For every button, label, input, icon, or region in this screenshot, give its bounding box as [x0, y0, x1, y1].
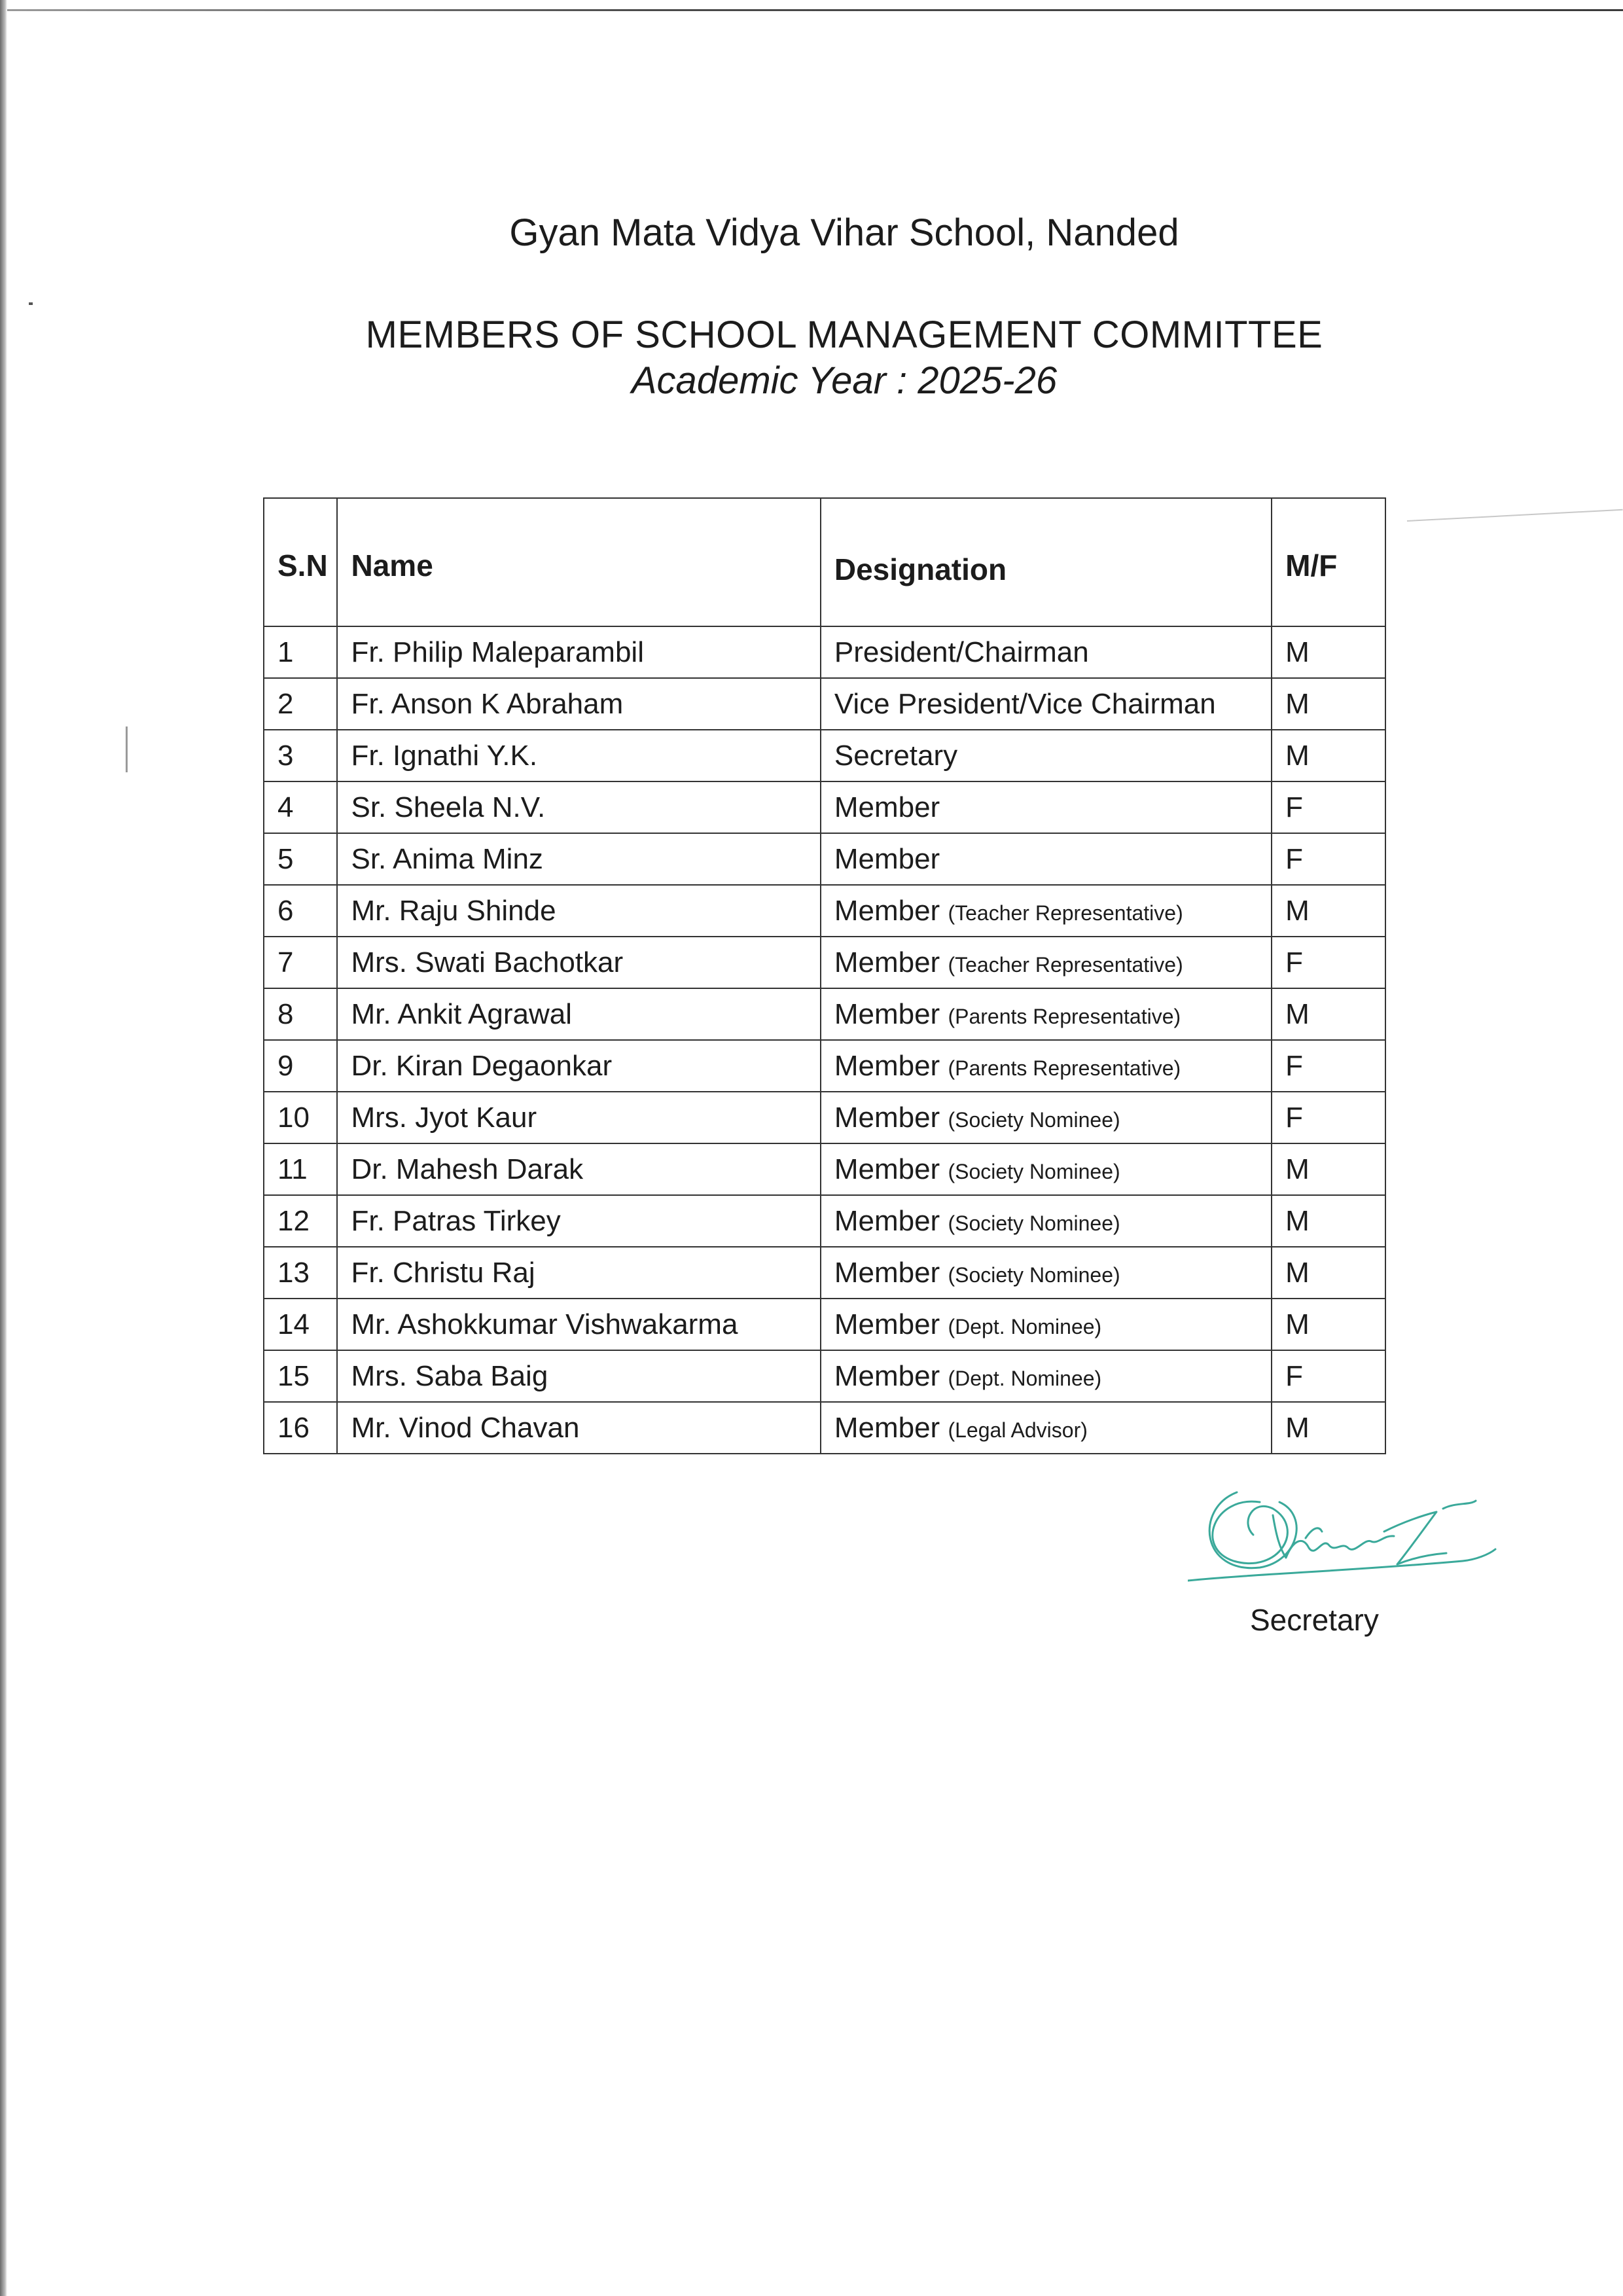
cell-name: Mrs. Jyot Kaur	[337, 1092, 820, 1143]
cell-designation	[821, 988, 1272, 1040]
cell-designation	[821, 1402, 1272, 1454]
school-title: Gyan Mata Vidya Vihar School, Nanded	[509, 211, 1179, 254]
cell-name: Mr. Raju Shinde	[337, 885, 820, 937]
table-row	[264, 1299, 1385, 1350]
cell-gender: M	[1272, 1143, 1385, 1195]
cell-sn: 8	[264, 988, 337, 1040]
table-row	[264, 885, 1385, 937]
designation-detail: (Teacher Representative)	[948, 952, 1183, 977]
cell-sn: 1	[264, 626, 337, 678]
table-row	[264, 1092, 1385, 1143]
signature	[1188, 1476, 1502, 1600]
cell-designation	[821, 833, 1272, 885]
designation-role: Secretary	[834, 739, 958, 772]
cell-sn: 3	[264, 730, 337, 781]
signature-stroke	[1443, 1501, 1476, 1509]
cell-name: Sr. Sheela N.V.	[337, 781, 820, 833]
designation-detail: (Society Nominee)	[948, 1211, 1120, 1235]
designation-role: Vice President/Vice Chairman	[834, 687, 1216, 720]
cell-sn: 15	[264, 1350, 337, 1402]
designation-detail: (Parents Representative)	[948, 1056, 1181, 1080]
table-row	[264, 988, 1385, 1040]
cell-gender: F	[1272, 937, 1385, 988]
designation-detail: (Society Nominee)	[948, 1263, 1120, 1287]
designation-detail: (Society Nominee)	[948, 1107, 1120, 1132]
cell-sn: 6	[264, 885, 337, 937]
cell-designation	[821, 1092, 1272, 1143]
cell-name: Mr. Vinod Chavan	[337, 1402, 820, 1454]
cell-designation	[821, 937, 1272, 988]
cell-name: Mr. Ashokkumar Vishwakarma	[337, 1299, 820, 1350]
cell-sn: 4	[264, 781, 337, 833]
table-header-row	[264, 498, 1385, 626]
cell-sn: 7	[264, 937, 337, 988]
cell-name: Mrs. Swati Bachotkar	[337, 937, 820, 988]
signature-stroke	[1306, 1528, 1322, 1538]
designation-role: President/Chairman	[834, 636, 1089, 668]
table-row	[264, 1350, 1385, 1402]
cell-name: Fr. Patras Tirkey	[337, 1195, 820, 1247]
cell-designation	[821, 678, 1272, 730]
signature-label: Secretary	[1250, 1603, 1379, 1637]
cell-sn: 16	[264, 1402, 337, 1454]
table-row	[264, 833, 1385, 885]
column-header-sn: S.N	[264, 498, 337, 626]
table-row	[264, 937, 1385, 988]
designation-role: Member	[834, 946, 940, 978]
cell-sn: 13	[264, 1247, 337, 1299]
cell-gender: M	[1272, 988, 1385, 1040]
table-row	[264, 1040, 1385, 1092]
cell-sn: 5	[264, 833, 337, 885]
cell-sn: 10	[264, 1092, 337, 1143]
table-row	[264, 730, 1385, 781]
cell-gender: M	[1272, 1195, 1385, 1247]
cell-gender: M	[1272, 678, 1385, 730]
cell-designation	[821, 730, 1272, 781]
scan-top-edge	[0, 9, 1623, 11]
cell-gender: M	[1272, 885, 1385, 937]
cell-designation	[821, 1143, 1272, 1195]
committee-title: MEMBERS OF SCHOOL MANAGEMENT COMMITTEE	[365, 314, 1323, 356]
cell-gender: F	[1272, 1092, 1385, 1143]
designation-detail: (Parents Representative)	[948, 1004, 1181, 1028]
column-header-gender: M/F	[1272, 498, 1385, 626]
cell-sn: 2	[264, 678, 337, 730]
academic-year: Academic Year : 2025-26	[631, 359, 1058, 402]
scan-dot	[29, 302, 33, 305]
cell-gender: F	[1272, 1040, 1385, 1092]
table-row	[264, 1195, 1385, 1247]
designation-role: Member	[834, 997, 940, 1030]
designation-detail: (Society Nominee)	[948, 1159, 1120, 1183]
scan-mark	[126, 726, 128, 772]
table-row	[264, 626, 1385, 678]
cell-designation	[821, 1040, 1272, 1092]
designation-role: Member	[834, 791, 940, 823]
designation-role: Member	[834, 1411, 940, 1444]
designation-detail: (Dept. Nominee)	[948, 1314, 1102, 1338]
cell-name: Mr. Ankit Agrawal	[337, 988, 820, 1040]
cell-designation	[821, 1350, 1272, 1402]
cell-gender: M	[1272, 730, 1385, 781]
cell-name: Fr. Anson K Abraham	[337, 678, 820, 730]
signature-stroke	[1209, 1492, 1296, 1568]
column-header-designation: Designation	[821, 498, 1272, 626]
cell-name: Fr. Christu Raj	[337, 1247, 820, 1299]
cell-name: Dr. Mahesh Darak	[337, 1143, 820, 1195]
cell-name: Fr. Ignathi Y.K.	[337, 730, 820, 781]
signature-stroke	[1273, 1515, 1394, 1558]
designation-detail: (Teacher Representative)	[948, 901, 1183, 925]
members-table	[263, 497, 1386, 1454]
column-header-name: Name	[337, 498, 820, 626]
cell-name: Fr. Philip Maleparambil	[337, 626, 820, 678]
cell-name: Sr. Anima Minz	[337, 833, 820, 885]
designation-role: Member	[834, 1101, 940, 1134]
cell-gender: F	[1272, 781, 1385, 833]
cell-designation	[821, 626, 1272, 678]
cell-name: Dr. Kiran Degaonkar	[337, 1040, 820, 1092]
cell-sn: 9	[264, 1040, 337, 1092]
designation-detail: (Dept. Nominee)	[948, 1366, 1102, 1390]
cell-sn: 12	[264, 1195, 337, 1247]
signature-stroke	[1384, 1512, 1446, 1564]
cell-sn: 11	[264, 1143, 337, 1195]
designation-role: Member	[834, 842, 940, 875]
designation-role: Member	[834, 1359, 940, 1392]
designation-role: Member	[834, 894, 940, 927]
cell-gender: M	[1272, 1247, 1385, 1299]
cell-gender: F	[1272, 833, 1385, 885]
table-row	[264, 1402, 1385, 1454]
designation-role: Member	[834, 1204, 940, 1237]
table-row	[264, 781, 1385, 833]
table-row	[264, 1247, 1385, 1299]
designation-role: Member	[834, 1153, 940, 1185]
cell-gender: F	[1272, 1350, 1385, 1402]
cell-gender: M	[1272, 1402, 1385, 1454]
cell-designation	[821, 781, 1272, 833]
table-row	[264, 678, 1385, 730]
designation-role: Member	[834, 1308, 940, 1340]
cell-gender: M	[1272, 1299, 1385, 1350]
cell-designation	[821, 885, 1272, 937]
designation-role: Member	[834, 1049, 940, 1082]
cell-designation	[821, 1195, 1272, 1247]
scan-stroke	[1407, 509, 1623, 522]
table-row	[264, 1143, 1385, 1195]
cell-gender: M	[1272, 626, 1385, 678]
designation-detail: (Legal Advisor)	[948, 1418, 1088, 1442]
cell-designation	[821, 1299, 1272, 1350]
designation-role: Member	[834, 1256, 940, 1289]
cell-name: Mrs. Saba Baig	[337, 1350, 820, 1402]
cell-sn: 14	[264, 1299, 337, 1350]
cell-designation	[821, 1247, 1272, 1299]
